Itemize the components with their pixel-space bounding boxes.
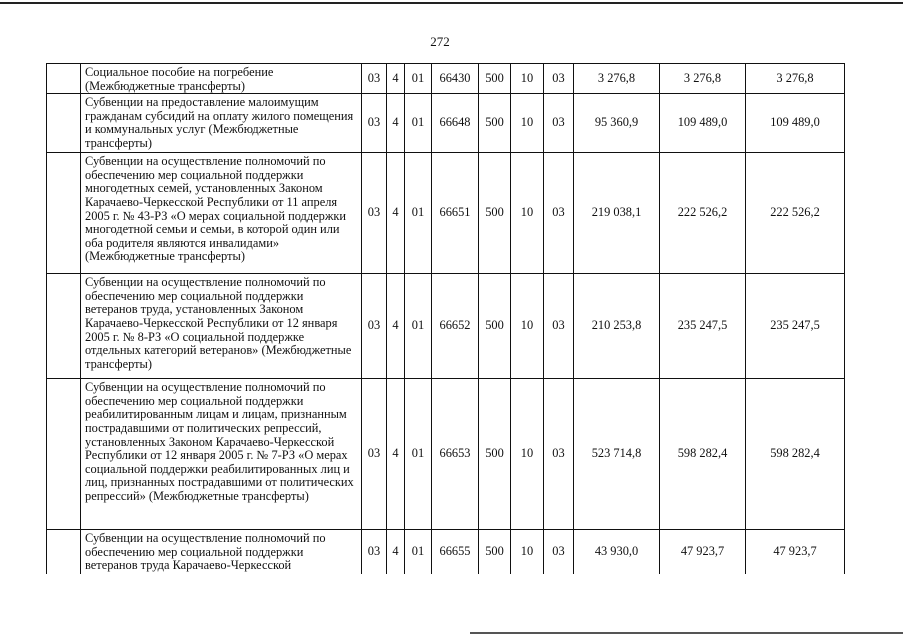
amount-2: 109 489,0 xyxy=(660,94,746,153)
blank-cell xyxy=(47,153,81,274)
code-subdivision: 03 xyxy=(544,530,574,574)
amount-1: 219 038,1 xyxy=(574,153,660,274)
amount-3: 598 282,4 xyxy=(746,379,845,530)
code-target: 66652 xyxy=(432,274,479,379)
code-section: 03 xyxy=(362,94,387,153)
table-row xyxy=(47,379,845,530)
amount-2: 222 526,2 xyxy=(660,153,746,274)
amount-2: 3 276,8 xyxy=(660,64,746,94)
code-target: 66653 xyxy=(432,379,479,530)
amount-1: 3 276,8 xyxy=(574,64,660,94)
item-name: Субвенции на осуществление полномочий по обеспечению мер социальной поддержки ветеранов труда, установленных Законом Карачаево-Черкесской Республики от 12 января 2005 г. № 8-РЗ «О социальной поддержке отдельных категорий ветеранов» (Межбюджетные трансферты) xyxy=(81,274,362,379)
scan-edge-bottom xyxy=(470,632,903,634)
item-name: Субвенции на осуществление полномочий по обеспечению мер социальной поддержки многодетных семей, установленных Законом Карачаево-Черкесской Республики от 11 апреля 2005 г. № 43-РЗ «О мерах социальной поддержки многодетной семьи и семьи, в которой один или оба родителя являются инвалидами» (Межбюджетные трансферты) xyxy=(81,153,362,274)
amount-3: 47 923,7 xyxy=(746,530,845,574)
table-row xyxy=(47,64,845,94)
page-number: 272 xyxy=(430,34,450,49)
amount-3: 222 526,2 xyxy=(746,153,845,274)
code-subdivision: 03 xyxy=(544,94,574,153)
amount-2: 598 282,4 xyxy=(660,379,746,530)
blank-cell xyxy=(47,64,81,94)
code-division: 10 xyxy=(511,530,544,574)
code-section: 03 xyxy=(362,153,387,274)
code-target: 66648 xyxy=(432,94,479,153)
amount-1: 523 714,8 xyxy=(574,379,660,530)
table-row xyxy=(47,274,845,379)
amount-2: 47 923,7 xyxy=(660,530,746,574)
blank-cell xyxy=(47,379,81,530)
blank-cell xyxy=(47,274,81,379)
code-subsection: 4 xyxy=(387,94,405,153)
item-name: Субвенции на осуществление полномочий по обеспечению мер социальной поддержки ветеранов труда Карачаево-Черкесской xyxy=(81,530,362,574)
scan-edge-top xyxy=(0,2,903,4)
code-program: 01 xyxy=(405,379,432,530)
code-program: 01 xyxy=(405,64,432,94)
blank-cell xyxy=(47,530,81,574)
code-target: 66430 xyxy=(432,64,479,94)
item-name: Субвенции на предоставление малоимущим гражданам субсидий на оплату жилого помещения и коммунальных услуг (Межбюджетные трансферты) xyxy=(81,94,362,153)
code-program: 01 xyxy=(405,94,432,153)
code-subdivision: 03 xyxy=(544,379,574,530)
code-target: 66655 xyxy=(432,530,479,574)
code-subsection: 4 xyxy=(387,153,405,274)
blank-cell xyxy=(47,94,81,153)
amount-1: 43 930,0 xyxy=(574,530,660,574)
code-subsection: 4 xyxy=(387,64,405,94)
code-division: 10 xyxy=(511,153,544,274)
item-name: Субвенции на осуществление полномочий по обеспечению мер социальной поддержки реабилитированным лицам и лицам, признанным пострадавшими от политических репрессий, установленных Законом Карачаево-Черкесской Республики от 12 января 2005 г. № 7-РЗ «О мерах социальной поддержки реабилитированных лиц и лиц, признанных пострадавшими от политических репрессий» (Межбюджетные трансферты) xyxy=(81,379,362,530)
amount-1: 210 253,8 xyxy=(574,274,660,379)
code-program: 01 xyxy=(405,153,432,274)
code-program: 01 xyxy=(405,274,432,379)
code-division: 10 xyxy=(511,379,544,530)
budget-table xyxy=(46,63,845,574)
code-subdivision: 03 xyxy=(544,274,574,379)
code-section: 03 xyxy=(362,274,387,379)
code-program: 01 xyxy=(405,530,432,574)
table-row xyxy=(47,530,845,574)
amount-3: 109 489,0 xyxy=(746,94,845,153)
code-subsection: 4 xyxy=(387,379,405,530)
code-expense-type: 500 xyxy=(479,94,511,153)
code-subdivision: 03 xyxy=(544,64,574,94)
code-subdivision: 03 xyxy=(544,153,574,274)
code-division: 10 xyxy=(511,94,544,153)
code-target: 66651 xyxy=(432,153,479,274)
code-section: 03 xyxy=(362,64,387,94)
code-section: 03 xyxy=(362,530,387,574)
code-subsection: 4 xyxy=(387,274,405,379)
code-expense-type: 500 xyxy=(479,379,511,530)
code-expense-type: 500 xyxy=(479,153,511,274)
code-expense-type: 500 xyxy=(479,530,511,574)
amount-3: 3 276,8 xyxy=(746,64,845,94)
table-row xyxy=(47,153,845,274)
code-section: 03 xyxy=(362,379,387,530)
amount-1: 95 360,9 xyxy=(574,94,660,153)
code-division: 10 xyxy=(511,274,544,379)
amount-3: 235 247,5 xyxy=(746,274,845,379)
code-expense-type: 500 xyxy=(479,64,511,94)
code-subsection: 4 xyxy=(387,530,405,574)
table-row xyxy=(47,94,845,153)
code-division: 10 xyxy=(511,64,544,94)
code-expense-type: 500 xyxy=(479,274,511,379)
amount-2: 235 247,5 xyxy=(660,274,746,379)
item-name: Социальное пособие на погребение (Межбюджетные трансферты) xyxy=(81,64,362,94)
